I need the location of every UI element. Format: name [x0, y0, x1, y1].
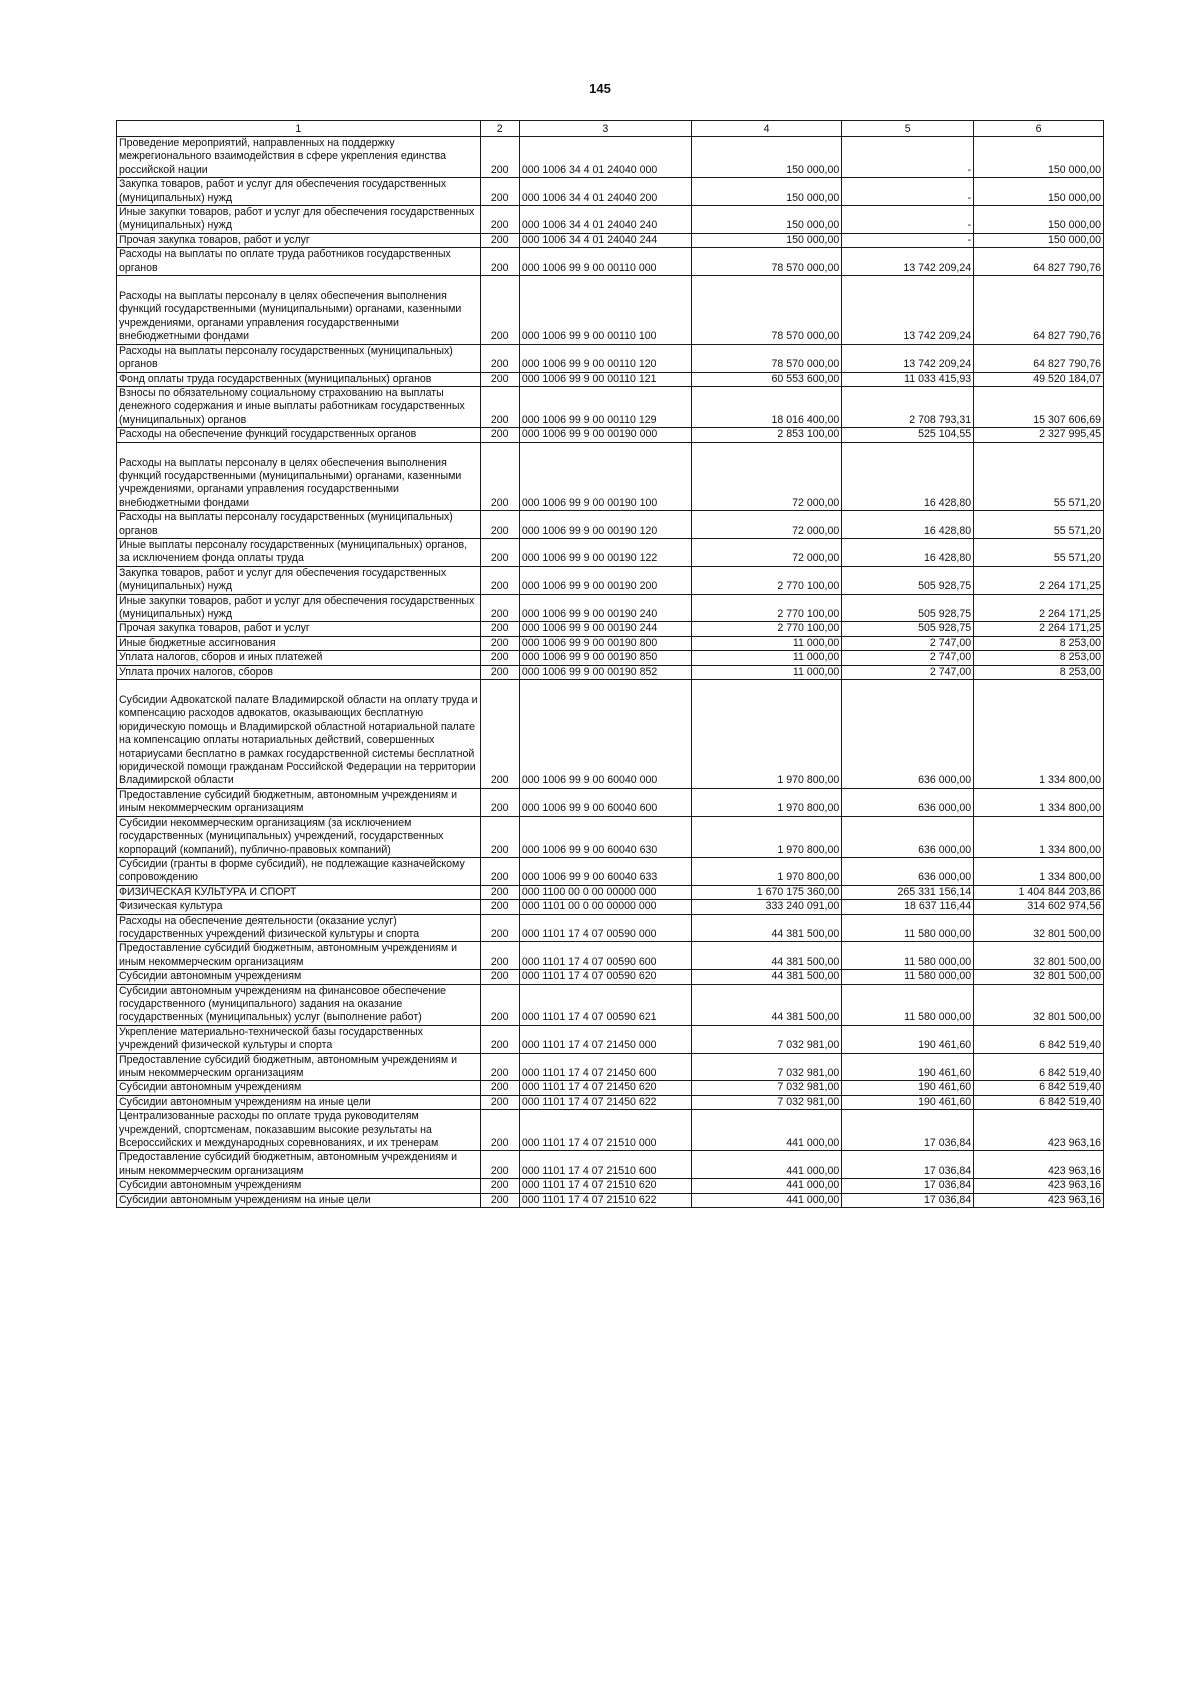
row-name-cell: Закупка товаров, работ и услуг для обеспечения государственных (муниципальных) нужд — [117, 178, 481, 206]
table-row — [117, 511, 1104, 539]
table-row — [117, 816, 1104, 857]
row-executed-cell: 16 428,80 — [842, 442, 974, 511]
row-code-cell: 200 — [480, 914, 519, 942]
row-kbk-cell: 000 1006 99 9 00 60040 600 — [519, 788, 691, 816]
table-row — [117, 1081, 1104, 1095]
column-header: 6 — [974, 121, 1104, 137]
row-name-cell: Закупка товаров, работ и услуг для обеспечения государственных (муниципальных) нужд — [117, 566, 481, 594]
row-kbk-cell: 000 1101 17 4 07 21510 600 — [519, 1151, 691, 1179]
row-code-cell: 200 — [480, 233, 519, 247]
row-name-cell: Предоставление субсидий бюджетным, автономным учреждениям и иным некоммерческим организациям — [117, 1053, 481, 1081]
row-code-cell: 200 — [480, 984, 519, 1025]
row-approved-cell: 44 381 500,00 — [691, 914, 841, 942]
row-name-cell: Централизованные расходы по оплате труда руководителям учреждений, спортсменам, показавшим высокие результаты на Всероссийских и международных соревнованиях, и их тренерам — [117, 1110, 481, 1151]
row-executed-cell: 636 000,00 — [842, 680, 974, 789]
row-executed-cell: 18 637 116,44 — [842, 900, 974, 914]
table-row — [117, 594, 1104, 622]
table-row — [117, 885, 1104, 899]
row-name-cell: Укрепление материально-технической базы государственных учреждений физической культуры и спорта — [117, 1025, 481, 1053]
row-executed-cell: 190 461,60 — [842, 1025, 974, 1053]
table-row — [117, 984, 1104, 1025]
row-kbk-cell: 000 1101 17 4 07 21450 600 — [519, 1053, 691, 1081]
row-approved-cell: 60 553 600,00 — [691, 372, 841, 386]
row-executed-cell: - — [842, 233, 974, 247]
row-kbk-cell: 000 1006 99 9 00 00110 000 — [519, 248, 691, 276]
row-name-cell: Физическая культура — [117, 900, 481, 914]
row-name-cell: Расходы на обеспечение функций государственных органов — [117, 428, 481, 442]
row-approved-cell: 7 032 981,00 — [691, 1053, 841, 1081]
table-row — [117, 900, 1104, 914]
table-row — [117, 137, 1104, 178]
row-code-cell: 200 — [480, 885, 519, 899]
row-approved-cell: 44 381 500,00 — [691, 970, 841, 984]
row-executed-cell: 525 104,55 — [842, 428, 974, 442]
row-code-cell: 200 — [480, 1081, 519, 1095]
row-name-cell: Субсидии автономным учреждениям на иные цели — [117, 1193, 481, 1207]
row-kbk-cell: 000 1101 17 4 07 21510 620 — [519, 1179, 691, 1193]
row-approved-cell: 11 000,00 — [691, 665, 841, 679]
row-approved-cell: 1 970 800,00 — [691, 857, 841, 885]
row-code-cell: 200 — [480, 651, 519, 665]
row-approved-cell: 333 240 091,00 — [691, 900, 841, 914]
table-row — [117, 970, 1104, 984]
row-name-cell: Субсидии автономным учреждениям — [117, 1081, 481, 1095]
row-approved-cell: 150 000,00 — [691, 206, 841, 234]
row-name-cell: Уплата налогов, сборов и иных платежей — [117, 651, 481, 665]
row-approved-cell: 150 000,00 — [691, 137, 841, 178]
row-name-cell: Предоставление субсидий бюджетным, автономным учреждениям и иным некоммерческим организациям — [117, 1151, 481, 1179]
row-name-cell: Прочая закупка товаров, работ и услуг — [117, 622, 481, 636]
row-code-cell: 200 — [480, 511, 519, 539]
row-executed-cell: 265 331 156,14 — [842, 885, 974, 899]
row-approved-cell: 11 000,00 — [691, 651, 841, 665]
row-executed-cell: 17 036,84 — [842, 1151, 974, 1179]
row-executed-cell: 11 580 000,00 — [842, 914, 974, 942]
row-name-cell: Уплата прочих налогов, сборов — [117, 665, 481, 679]
row-code-cell: 200 — [480, 665, 519, 679]
row-approved-cell: 441 000,00 — [691, 1193, 841, 1207]
row-remaining-cell: 8 253,00 — [974, 651, 1104, 665]
row-name-cell: Иные выплаты персоналу государственных (муниципальных) органов, за исключением фонда оплаты труда — [117, 538, 481, 566]
row-name-cell: Расходы на выплаты по оплате труда работников государственных органов — [117, 248, 481, 276]
row-executed-cell: 190 461,60 — [842, 1095, 974, 1109]
row-code-cell: 200 — [480, 636, 519, 650]
row-kbk-cell: 000 1006 99 9 00 00110 100 — [519, 276, 691, 345]
row-executed-cell: 190 461,60 — [842, 1053, 974, 1081]
row-code-cell: 200 — [480, 622, 519, 636]
row-kbk-cell: 000 1006 99 9 00 00190 000 — [519, 428, 691, 442]
row-name-cell: ФИЗИЧЕСКАЯ КУЛЬТУРА И СПОРТ — [117, 885, 481, 899]
row-code-cell: 200 — [480, 1025, 519, 1053]
row-approved-cell: 7 032 981,00 — [691, 1081, 841, 1095]
row-kbk-cell: 000 1101 17 4 07 00590 600 — [519, 942, 691, 970]
row-code-cell: 200 — [480, 1193, 519, 1207]
row-remaining-cell: 2 264 171,25 — [974, 622, 1104, 636]
row-remaining-cell: 150 000,00 — [974, 206, 1104, 234]
row-approved-cell: 7 032 981,00 — [691, 1025, 841, 1053]
row-approved-cell: 2 770 100,00 — [691, 622, 841, 636]
row-name-cell: Предоставление субсидий бюджетным, автономным учреждениям и иным некоммерческим организациям — [117, 942, 481, 970]
row-kbk-cell: 000 1006 99 9 00 00110 120 — [519, 344, 691, 372]
row-approved-cell: 78 570 000,00 — [691, 248, 841, 276]
row-remaining-cell: 8 253,00 — [974, 636, 1104, 650]
row-kbk-cell: 000 1006 99 9 00 00190 240 — [519, 594, 691, 622]
table-row — [117, 442, 1104, 511]
row-kbk-cell: 000 1006 99 9 00 00190 850 — [519, 651, 691, 665]
row-name-cell: Предоставление субсидий бюджетным, автономным учреждениям и иным некоммерческим организациям — [117, 788, 481, 816]
row-name-cell: Субсидии (гранты в форме субсидий), не подлежащие казначейскому сопровождению — [117, 857, 481, 885]
row-remaining-cell: 423 963,16 — [974, 1193, 1104, 1207]
row-executed-cell: 2 708 793,31 — [842, 386, 974, 427]
row-remaining-cell: 64 827 790,76 — [974, 276, 1104, 345]
table-row — [117, 1025, 1104, 1053]
row-name-cell: Субсидии некоммерческим организациям (за исключением государственных (муниципальных) учреждений, государственных корпораций (компаний), публично-правовых компаний) — [117, 816, 481, 857]
row-remaining-cell: 423 963,16 — [974, 1179, 1104, 1193]
row-remaining-cell: 32 801 500,00 — [974, 942, 1104, 970]
row-name-cell: Субсидии автономным учреждениям — [117, 970, 481, 984]
row-code-cell: 200 — [480, 276, 519, 345]
table-row — [117, 1110, 1104, 1151]
row-kbk-cell: 000 1006 34 4 01 24040 244 — [519, 233, 691, 247]
row-approved-cell: 78 570 000,00 — [691, 344, 841, 372]
row-approved-cell: 441 000,00 — [691, 1179, 841, 1193]
row-approved-cell: 1 970 800,00 — [691, 816, 841, 857]
row-approved-cell: 2 770 100,00 — [691, 566, 841, 594]
table-row — [117, 566, 1104, 594]
column-header: 5 — [842, 121, 974, 137]
row-approved-cell: 1 970 800,00 — [691, 680, 841, 789]
row-executed-cell: 636 000,00 — [842, 788, 974, 816]
row-executed-cell: 17 036,84 — [842, 1110, 974, 1151]
row-remaining-cell: 6 842 519,40 — [974, 1081, 1104, 1095]
row-code-cell: 200 — [480, 137, 519, 178]
table-row — [117, 942, 1104, 970]
table-row — [117, 428, 1104, 442]
row-name-cell: Расходы на выплаты персоналу государственных (муниципальных) органов — [117, 511, 481, 539]
row-code-cell: 200 — [480, 900, 519, 914]
table-row — [117, 1151, 1104, 1179]
row-executed-cell: 636 000,00 — [842, 857, 974, 885]
row-executed-cell: 505 928,75 — [842, 622, 974, 636]
table-row — [117, 1193, 1104, 1207]
table-row — [117, 665, 1104, 679]
column-header: 4 — [691, 121, 841, 137]
row-remaining-cell: 15 307 606,69 — [974, 386, 1104, 427]
row-remaining-cell: 1 334 800,00 — [974, 857, 1104, 885]
row-remaining-cell: 423 963,16 — [974, 1110, 1104, 1151]
table-row — [117, 1179, 1104, 1193]
table-row — [117, 386, 1104, 427]
row-remaining-cell: 64 827 790,76 — [974, 248, 1104, 276]
row-executed-cell: - — [842, 206, 974, 234]
row-approved-cell: 44 381 500,00 — [691, 984, 841, 1025]
row-remaining-cell: 8 253,00 — [974, 665, 1104, 679]
row-approved-cell: 2 770 100,00 — [691, 594, 841, 622]
column-header: 3 — [519, 121, 691, 137]
row-code-cell: 200 — [480, 857, 519, 885]
table-row — [117, 206, 1104, 234]
row-name-cell: Расходы на обеспечение деятельности (оказание услуг) государственных учреждений физической культуры и спорта — [117, 914, 481, 942]
row-executed-cell: - — [842, 178, 974, 206]
table-row — [117, 1095, 1104, 1109]
row-executed-cell: 11 580 000,00 — [842, 942, 974, 970]
table-row — [117, 233, 1104, 247]
row-kbk-cell: 000 1006 34 4 01 24040 200 — [519, 178, 691, 206]
row-executed-cell: 16 428,80 — [842, 511, 974, 539]
table-header — [117, 121, 1104, 137]
table-row — [117, 276, 1104, 345]
row-remaining-cell: 6 842 519,40 — [974, 1095, 1104, 1109]
row-code-cell: 200 — [480, 248, 519, 276]
table-row — [117, 178, 1104, 206]
row-executed-cell: 11 580 000,00 — [842, 984, 974, 1025]
header-row — [117, 121, 1104, 137]
row-approved-cell: 1 670 175 360,00 — [691, 885, 841, 899]
budget-table — [116, 120, 1104, 1208]
row-remaining-cell: 150 000,00 — [974, 178, 1104, 206]
row-code-cell: 200 — [480, 942, 519, 970]
table-row — [117, 1053, 1104, 1081]
row-approved-cell: 2 853 100,00 — [691, 428, 841, 442]
row-remaining-cell: 2 264 171,25 — [974, 594, 1104, 622]
column-header: 1 — [117, 121, 481, 137]
row-remaining-cell: 2 264 171,25 — [974, 566, 1104, 594]
table-row — [117, 344, 1104, 372]
row-approved-cell: 72 000,00 — [691, 511, 841, 539]
row-name-cell: Иные закупки товаров, работ и услуг для обеспечения государственных (муниципальных) нужд — [117, 206, 481, 234]
row-remaining-cell: 32 801 500,00 — [974, 970, 1104, 984]
row-approved-cell: 72 000,00 — [691, 538, 841, 566]
row-kbk-cell: 000 1006 99 9 00 00110 129 — [519, 386, 691, 427]
row-executed-cell: 13 742 209,24 — [842, 276, 974, 345]
row-kbk-cell: 000 1006 99 9 00 00190 200 — [519, 566, 691, 594]
row-remaining-cell: 6 842 519,40 — [974, 1025, 1104, 1053]
row-remaining-cell: 55 571,20 — [974, 511, 1104, 539]
row-approved-cell: 441 000,00 — [691, 1110, 841, 1151]
row-approved-cell: 44 381 500,00 — [691, 942, 841, 970]
row-approved-cell: 7 032 981,00 — [691, 1095, 841, 1109]
row-kbk-cell: 000 1101 17 4 07 21450 620 — [519, 1081, 691, 1095]
row-kbk-cell: 000 1101 17 4 07 00590 620 — [519, 970, 691, 984]
row-code-cell: 200 — [480, 1179, 519, 1193]
row-kbk-cell: 000 1006 99 9 00 00190 100 — [519, 442, 691, 511]
table-row — [117, 651, 1104, 665]
row-executed-cell: 17 036,84 — [842, 1193, 974, 1207]
row-remaining-cell: 6 842 519,40 — [974, 1053, 1104, 1081]
row-code-cell: 200 — [480, 206, 519, 234]
row-name-cell: Расходы на выплаты персоналу государственных (муниципальных) органов — [117, 344, 481, 372]
row-code-cell: 200 — [480, 816, 519, 857]
row-name-cell: Прочая закупка товаров, работ и услуг — [117, 233, 481, 247]
row-approved-cell: 78 570 000,00 — [691, 276, 841, 345]
row-kbk-cell: 000 1006 99 9 00 60040 000 — [519, 680, 691, 789]
row-code-cell: 200 — [480, 594, 519, 622]
row-name-cell: Субсидии автономным учреждениям на финансовое обеспечение государственного (муниципального) задания на оказание государственных (муниципальных) услуг (выполнение работ) — [117, 984, 481, 1025]
row-executed-cell: 505 928,75 — [842, 566, 974, 594]
row-name-cell: Расходы на выплаты персоналу в целях обеспечения выполнения функций государственными (муниципальными) органами, казенными учреждениями, органами управления государственными внебюджетными фондами — [117, 442, 481, 511]
row-remaining-cell: 423 963,16 — [974, 1151, 1104, 1179]
row-remaining-cell: 150 000,00 — [974, 137, 1104, 178]
row-code-cell: 200 — [480, 428, 519, 442]
row-remaining-cell: 1 334 800,00 — [974, 816, 1104, 857]
row-remaining-cell: 1 404 844 203,86 — [974, 885, 1104, 899]
row-kbk-cell: 000 1006 99 9 00 00190 244 — [519, 622, 691, 636]
row-kbk-cell: 000 1101 00 0 00 00000 000 — [519, 900, 691, 914]
table-row — [117, 538, 1104, 566]
row-executed-cell: - — [842, 137, 974, 178]
row-name-cell: Субсидии автономным учреждениям — [117, 1179, 481, 1193]
row-executed-cell: 505 928,75 — [842, 594, 974, 622]
row-executed-cell: 2 747,00 — [842, 636, 974, 650]
row-executed-cell: 190 461,60 — [842, 1081, 974, 1095]
row-kbk-cell: 000 1006 34 4 01 24040 240 — [519, 206, 691, 234]
row-remaining-cell: 32 801 500,00 — [974, 984, 1104, 1025]
row-kbk-cell: 000 1006 99 9 00 60040 630 — [519, 816, 691, 857]
row-executed-cell: 11 580 000,00 — [842, 970, 974, 984]
row-remaining-cell: 1 334 800,00 — [974, 788, 1104, 816]
row-approved-cell: 1 970 800,00 — [691, 788, 841, 816]
row-kbk-cell: 000 1101 17 4 07 21450 000 — [519, 1025, 691, 1053]
row-code-cell: 200 — [480, 442, 519, 511]
row-approved-cell: 11 000,00 — [691, 636, 841, 650]
row-remaining-cell: 64 827 790,76 — [974, 344, 1104, 372]
row-name-cell: Иные закупки товаров, работ и услуг для обеспечения государственных (муниципальных) нужд — [117, 594, 481, 622]
row-name-cell: Иные бюджетные ассигнования — [117, 636, 481, 650]
row-kbk-cell: 000 1006 99 9 00 00190 800 — [519, 636, 691, 650]
row-code-cell: 200 — [480, 1053, 519, 1081]
table-body — [117, 137, 1104, 1208]
row-kbk-cell: 000 1101 17 4 07 00590 000 — [519, 914, 691, 942]
row-code-cell: 200 — [480, 386, 519, 427]
row-code-cell: 200 — [480, 1110, 519, 1151]
row-code-cell: 200 — [480, 680, 519, 789]
row-executed-cell: 636 000,00 — [842, 816, 974, 857]
column-header: 2 — [480, 121, 519, 137]
row-name-cell: Проведение мероприятий, направленных на поддержку межрегионального взаимодействия в сфере укрепления единства российской нации — [117, 137, 481, 178]
row-name-cell: Расходы на выплаты персоналу в целях обеспечения выполнения функций государственными (муниципальными) органами, казенными учреждениями, органами управления государственными внебюджетными фондами — [117, 276, 481, 345]
row-code-cell: 200 — [480, 788, 519, 816]
row-executed-cell: 13 742 209,24 — [842, 248, 974, 276]
table-row — [117, 680, 1104, 789]
row-kbk-cell: 000 1101 17 4 07 00590 621 — [519, 984, 691, 1025]
row-executed-cell: 13 742 209,24 — [842, 344, 974, 372]
row-code-cell: 200 — [480, 344, 519, 372]
row-remaining-cell: 150 000,00 — [974, 233, 1104, 247]
row-remaining-cell: 1 334 800,00 — [974, 680, 1104, 789]
row-code-cell: 200 — [480, 538, 519, 566]
table-row — [117, 857, 1104, 885]
row-kbk-cell: 000 1101 17 4 07 21510 000 — [519, 1110, 691, 1151]
row-kbk-cell: 000 1101 17 4 07 21450 622 — [519, 1095, 691, 1109]
row-executed-cell: 16 428,80 — [842, 538, 974, 566]
row-code-cell: 200 — [480, 970, 519, 984]
row-code-cell: 200 — [480, 566, 519, 594]
row-kbk-cell: 000 1006 99 9 00 00110 121 — [519, 372, 691, 386]
table-row — [117, 914, 1104, 942]
row-approved-cell: 441 000,00 — [691, 1151, 841, 1179]
row-executed-cell: 17 036,84 — [842, 1179, 974, 1193]
row-name-cell: Субсидии автономным учреждениям на иные цели — [117, 1095, 481, 1109]
row-code-cell: 200 — [480, 372, 519, 386]
row-kbk-cell: 000 1006 99 9 00 00190 852 — [519, 665, 691, 679]
row-code-cell: 200 — [480, 178, 519, 206]
row-code-cell: 200 — [480, 1151, 519, 1179]
row-remaining-cell: 314 602 974,56 — [974, 900, 1104, 914]
row-approved-cell: 150 000,00 — [691, 178, 841, 206]
row-executed-cell: 2 747,00 — [842, 665, 974, 679]
row-remaining-cell: 2 327 995,45 — [974, 428, 1104, 442]
row-executed-cell: 2 747,00 — [842, 651, 974, 665]
row-executed-cell: 11 033 415,93 — [842, 372, 974, 386]
table-row — [117, 372, 1104, 386]
table-row — [117, 622, 1104, 636]
row-name-cell: Субсидии Адвокатской палате Владимирской области на оплату труда и компенсацию расходов адвокатов, оказывающих бесплатную юридическую помощь и Владимирской областной нотариальной палате на компенсацию оплаты нотариальных действий, совершенных нотариусами бесплатно в рамках государственной системы бесплатной юридической помощи гражданам Российской Федерации на территории Владимирской области — [117, 680, 481, 789]
row-approved-cell: 150 000,00 — [691, 233, 841, 247]
row-name-cell: Взносы по обязательному социальному страхованию на выплаты денежного содержания и иные выплаты работникам государственных (муниципальных) органов — [117, 386, 481, 427]
row-remaining-cell: 55 571,20 — [974, 538, 1104, 566]
row-kbk-cell: 000 1006 99 9 00 00190 120 — [519, 511, 691, 539]
row-kbk-cell: 000 1101 17 4 07 21510 622 — [519, 1193, 691, 1207]
row-approved-cell: 18 016 400,00 — [691, 386, 841, 427]
row-code-cell: 200 — [480, 1095, 519, 1109]
row-kbk-cell: 000 1006 99 9 00 00190 122 — [519, 538, 691, 566]
table-row — [117, 636, 1104, 650]
table-row — [117, 248, 1104, 276]
row-approved-cell: 72 000,00 — [691, 442, 841, 511]
row-remaining-cell: 32 801 500,00 — [974, 914, 1104, 942]
page-number: 145 — [589, 81, 611, 96]
row-kbk-cell: 000 1006 99 9 00 60040 633 — [519, 857, 691, 885]
row-remaining-cell: 55 571,20 — [974, 442, 1104, 511]
row-remaining-cell: 49 520 184,07 — [974, 372, 1104, 386]
row-name-cell: Фонд оплаты труда государственных (муниципальных) органов — [117, 372, 481, 386]
table-row — [117, 788, 1104, 816]
row-kbk-cell: 000 1006 34 4 01 24040 000 — [519, 137, 691, 178]
row-kbk-cell: 000 1100 00 0 00 00000 000 — [519, 885, 691, 899]
